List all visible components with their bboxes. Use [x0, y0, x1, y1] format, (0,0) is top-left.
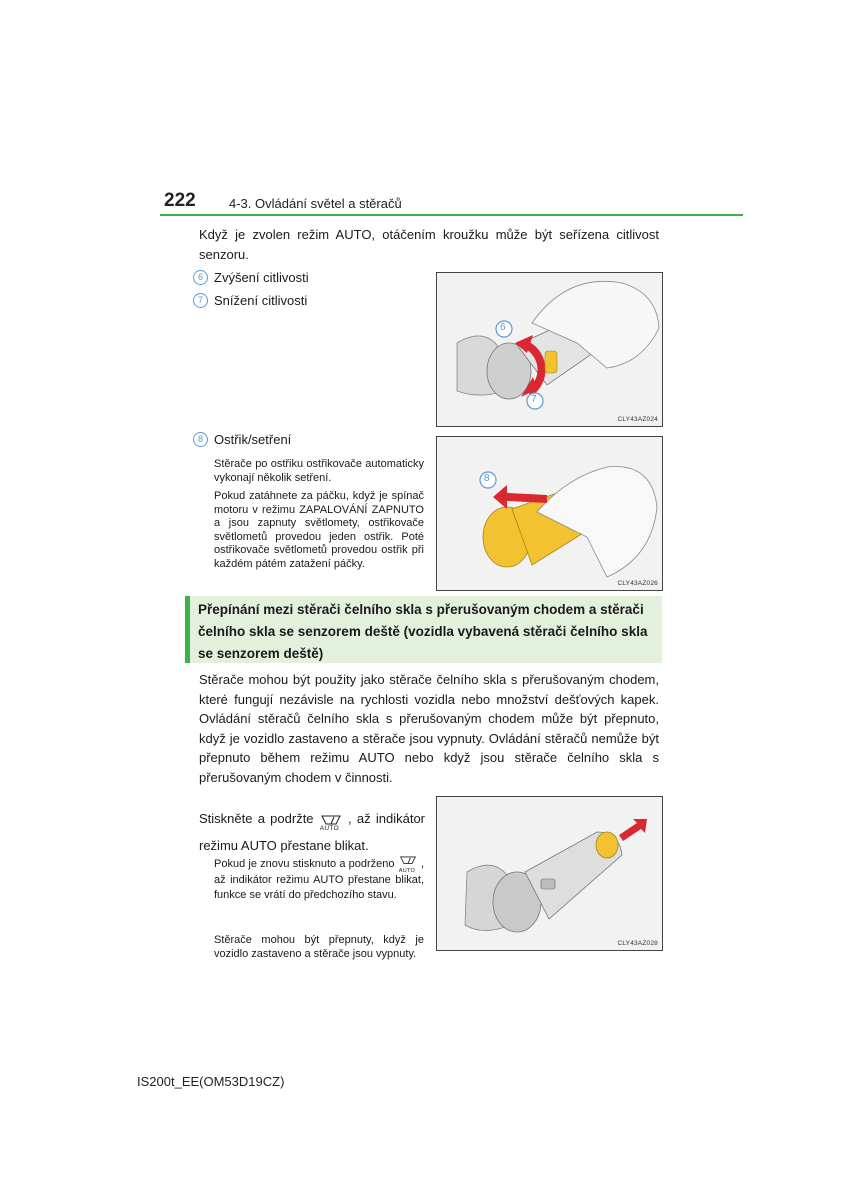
wiper-icon-label: AUTO — [319, 824, 339, 832]
list-item-increase-sensitivity — [193, 270, 309, 285]
lever-pull-illustration — [437, 437, 662, 590]
section-reference: 4-3. Ovládání světel a stěračů — [229, 196, 402, 211]
washer-note-2: Pokud zatáhnete za páčku, když je spínač motoru v režimu ZAPALOVÁNÍ ZAPNUTO a jsou zapnuty světlomety, ostřikovače světlometů provedou jeden ostřik. Poté ostřikovače světlometů provedou ostřik při každém pátém zatažení páčky. — [214, 490, 424, 570]
figure-auto-button — [436, 796, 663, 951]
section-heading: Přepínání mezi stěrači čelního skla s přerušovaným chodem a stěrači čelního skla se senzorem deště (vozidla vybavená stěrači čelního skla se senzorem deště) — [185, 596, 662, 663]
wiper-icon-label: AUTO — [398, 868, 416, 874]
list-item-decrease-sensitivity — [193, 293, 307, 308]
header-rule — [160, 214, 743, 216]
figure-code: CLY43AZ026 — [617, 580, 658, 587]
body-paragraph: Stěrače mohou být použity jako stěrače čelního skla s přerušovaným chodem, které fungují nezávisle na rychlosti vozidla nebo množství dešťových kapek. Ovládání stěračů čelního skla s přerušovaným chodem může být přepnuto, když je vozidlo zastaveno a stěrače jsou vypnuty. Ovládání stěračů nemůže být přepnuto během režimu AUTO nebo když jsou stěrače čelního skla s přerušovaným chodem v činnosti. — [199, 672, 659, 785]
figure-callout-6: 6 — [500, 322, 506, 333]
note-after: , až indikátor režimu AUTO přestane blikat, funkce se vrátí do předchozího stavu. — [214, 857, 425, 901]
washer-note-1: Stěrače po ostřiku ostřikovače automaticky vykonají několik setření. — [214, 458, 424, 484]
wiper-auto-icon — [399, 855, 417, 873]
page-number: 222 — [164, 190, 196, 211]
lever-button-illustration — [437, 797, 662, 950]
note-before: Pokud je znovu stisknuto a podrženo — [214, 857, 395, 870]
list-item-label: Ostřik/setření — [214, 432, 292, 447]
footer-model-code: IS200t_EE(OM53D19CZ) — [137, 1074, 285, 1089]
list-item-washer — [193, 432, 291, 447]
intro-paragraph: Když je zvolen režim AUTO, otáčením kroužku může být seřízena citlivost senzoru. — [199, 227, 659, 262]
wiper-auto-icon — [320, 810, 342, 830]
instruction-note-2: Stěrače mohou být přepnuty, když je vozidlo zastaveno a stěrače jsou vypnuty. — [214, 934, 424, 960]
callout-number-7: 7 — [193, 293, 208, 308]
lever-ring-illustration — [437, 273, 662, 426]
figure-code: CLY43AZ024 — [617, 416, 658, 423]
instruction-after: , až indikátor režimu AUTO přestane blikat. — [199, 811, 425, 853]
callout-number-8: 8 — [193, 432, 208, 447]
figure-washer-pull — [436, 436, 663, 591]
instruction-text — [199, 805, 425, 859]
figure-sensitivity-ring — [436, 272, 663, 427]
instruction-note-1 — [214, 855, 424, 903]
list-item-label: Zvýšení citlivosti — [214, 270, 309, 285]
figure-callout-7: 7 — [531, 394, 537, 405]
figure-code: CLY43AZ028 — [617, 940, 658, 947]
figure-callout-8: 8 — [484, 473, 490, 484]
callout-number-6: 6 — [193, 270, 208, 285]
instruction-before: Stiskněte a podržte — [199, 811, 314, 826]
list-item-label: Snížení citlivosti — [214, 293, 308, 308]
